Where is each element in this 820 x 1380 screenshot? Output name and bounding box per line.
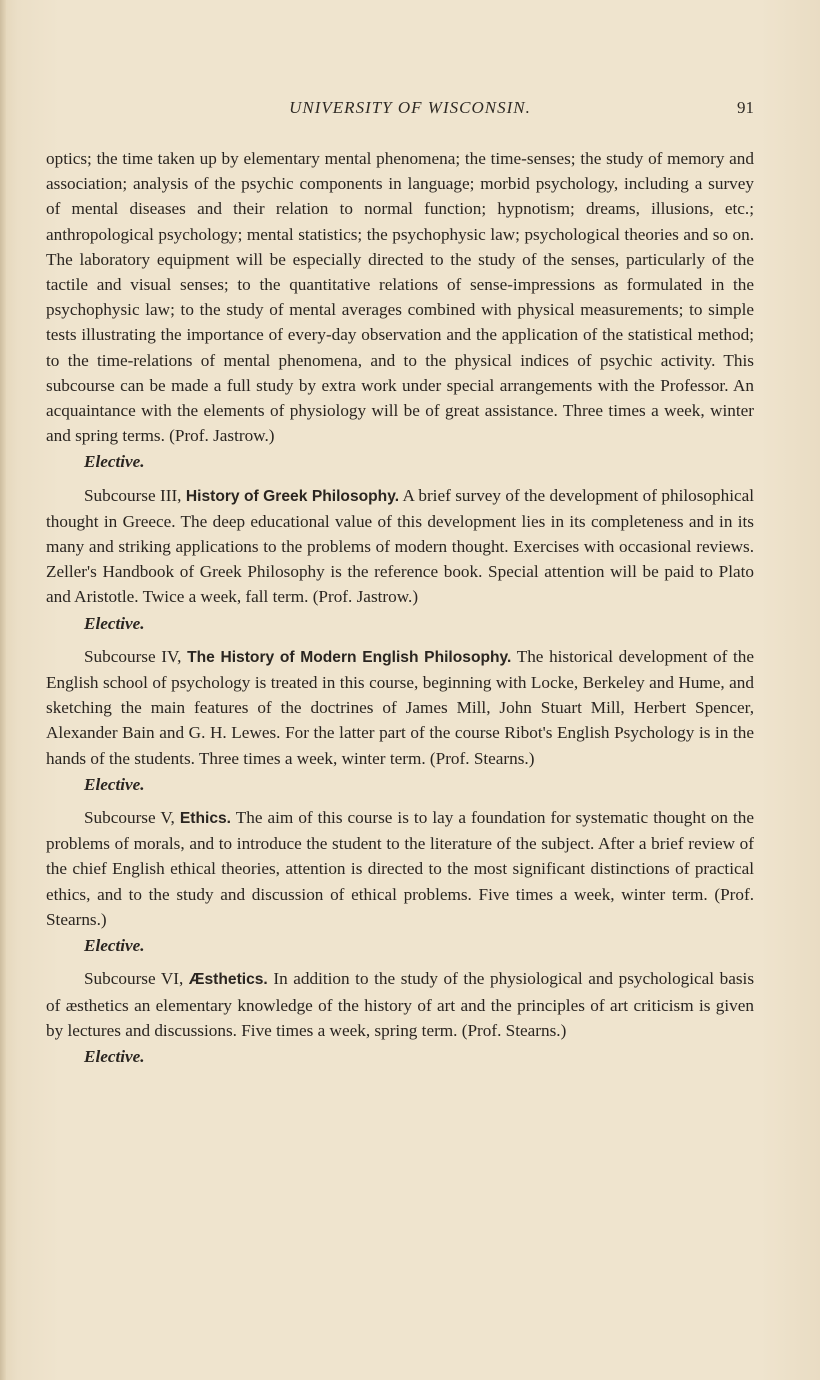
subcourse-elective-note: Elective. [84, 774, 145, 794]
subcourse-lead: Subcourse III, [84, 485, 182, 505]
page-number: 91 [737, 98, 754, 117]
body-text [46, 146, 754, 1077]
subcourse-lead: Subcourse IV, [84, 646, 182, 666]
subcourse-lead: Subcourse V, [84, 808, 175, 828]
subcourse-body: The historical development of the English school of psychology is treated in this course, beginning with Locke, Berkeley and Hume, and sketching the main features of the doctrines of James Mill, John Stuart Mill, Herbert Spencer, Alexander Bain and G. H. Lewes. For the latter part of the course Ribot's English Psychology is in the hands of the students. Three times a week, winter term. (Prof. Stearns.) [46, 646, 754, 768]
subcourse-body: A brief survey of the development of philosophical thought in Greece. The deep educational value of this development lies in its completeness and in its many and striking applications to the problems of modern thought. Exercises with occasional reviews. Zeller's Handbook of Greek Philosophy is the reference book. Special attention will be paid to Plato and Aristotle. Twice a week, fall term. (Prof. Jastrow.) [46, 485, 755, 607]
intro-paragraph: optics; the time taken up by elementary mental phenomena; the time-senses; the study of memory and association; analysis of the psychic components in language; morbid psychology, including a survey of mental diseases and their relation to normal function; hypnotism; dreams, illusions, etc.; anthropological psychology; mental statistics; the psychophysic law; psychological theories and so on. The laboratory equipment will be especially directed to the study of the senses, particularly of the tactile and visual senses; to the quantitative relations of sense-impressions as formulated in the psychophysic law; to the study of mental averages combined with physical measurements; to simple tests illustrating the importance of every-day observation and the application of the statistical method; to the time-relations of mental phenomena, and to the physical indices of psychic activity. This subcourse can be made a full study by extra work under special arrangements with the Professor. An acquaintance with the elements of physiology will be of great assistance. Three times a week, winter and spring terms. (Prof. Jastrow.) [46, 149, 754, 446]
page-spine-shadow [0, 0, 6, 1380]
intro-elective-note: Elective. [84, 452, 145, 472]
subcourse-elective-note: Elective. [84, 1046, 145, 1066]
subcourse-elective-note: Elective. [84, 936, 145, 956]
subcourse-title: Æsthetics. [188, 971, 268, 989]
subcourse-paragraph [46, 483, 754, 610]
subcourse-elective-note: Elective. [84, 613, 145, 633]
subcourse-title: Ethics. [179, 810, 232, 828]
running-head: UNIVERSITY OF WISCONSIN. [289, 98, 531, 117]
page-header [46, 98, 754, 124]
subcourse-title: History of Greek Philosophy. [185, 487, 400, 505]
subcourse-paragraph [46, 644, 754, 771]
subcourse-paragraph [46, 805, 754, 932]
subcourse-lead: Subcourse VI, [84, 969, 184, 989]
subcourse-paragraph [46, 966, 754, 1043]
subcourse-body: The aim of this course is to lay a foundation for systematic thought on the problems of morals, and to introduce the student to the literature of the subject. After a brief review of the chief English ethical theories, attention is directed to the most significant distinctions of practical ethics, and to the study and discussion of ethical problems. Five times a week, winter term. (Prof. Stearns.) [46, 808, 754, 929]
subcourse-title: The History of Modern English Philosophy. [187, 648, 512, 666]
subcourse-body: In addition to the study of the physiological and psychological basis of æsthetics an elementary knowledge of the history of art and the principles of art criticism is given by lectures and discussions. Five times a week, spring term. (Prof. Stearns.) [46, 969, 755, 1040]
